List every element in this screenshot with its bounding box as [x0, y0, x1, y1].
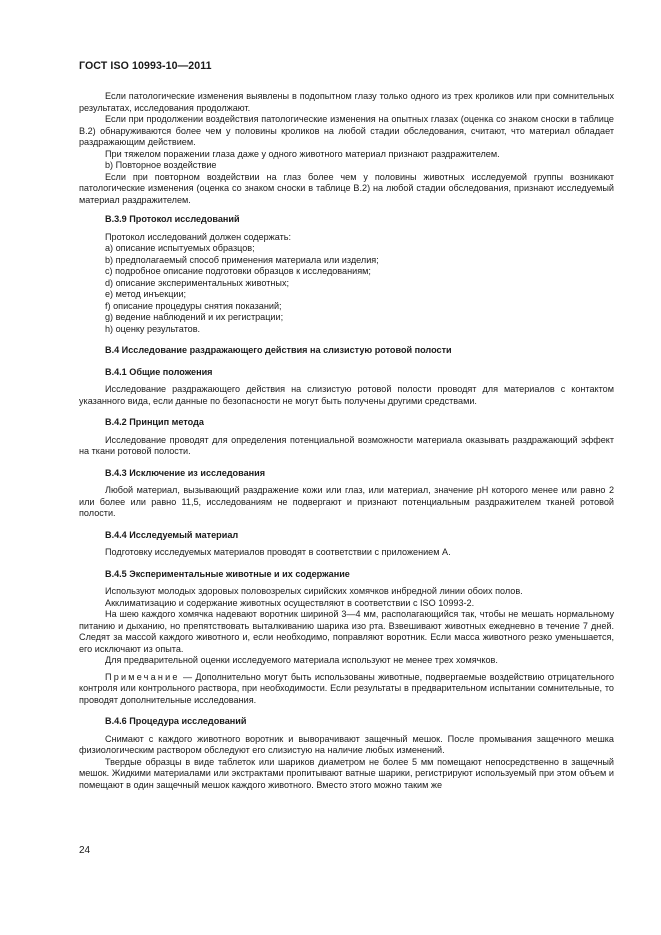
paragraph: Твердые образцы в виде таблеток или шариков диаметром не более 5 мм помещают непосредственно в защечный мешок. Жидкими материалами или экстрактами пропитывают ватные шарики, регистрируют используемый при этом объем и помещают в один защечный мешок каждого животного. Вместо этого можно таким же: [79, 756, 614, 790]
section-heading-b42: В.4.2 Принцип метода: [105, 417, 204, 427]
paragraph: Снимают с каждого животного воротник и выворачивают защечный мешок. После промывания защечного мешка физиологическим раствором обследуют его слизистую на наличие любых изменений.: [79, 733, 614, 755]
paragraph: При тяжелом поражении глаза даже у одного животного материал признают раздражителем.: [105, 148, 500, 159]
paragraph: b) Повторное воздействие: [105, 160, 217, 170]
section-heading-b39: В.3.9 Протокол исследований: [105, 214, 240, 224]
paragraph: Для предварительной оценки исследуемого материала используют не менее трех хомячков.: [105, 655, 498, 665]
paragraph: На шею каждого хомячка надевают воротник шириной 3—4 мм, располагающийся так, чтобы не мешать нормальному питанию и дыханию, но препятствовать выталкиванию шарика изо рта. Взвешивают животных ежедневно в течение 7 дней. Следят за массой каждого животного и, если необходимо, поправляют воротник. Если масса животного резко уменьшается, его исключают из опыта.: [79, 609, 614, 654]
list-item: d) описание экспериментальных животных;: [105, 277, 290, 288]
section-heading-b45: В.4.5 Экспериментальные животные и их содержание: [105, 568, 350, 579]
document-body: [79, 91, 614, 791]
list-item: а) описание испытуемых образцов;: [105, 243, 255, 253]
section-heading-b41: В.4.1 Общие положения: [105, 366, 213, 377]
list-item: c) подробное описание подготовки образцов к исследованиям;: [105, 266, 371, 276]
paragraph: Используют молодых здоровых половозрелых сирийских хомячков инбредной линии обоих полов.: [105, 586, 523, 596]
list-item: f) описание процедуры снятия показаний;: [105, 300, 282, 311]
paragraph: Подготовку исследуемых материалов проводят в соответствии с приложением А.: [105, 547, 451, 557]
paragraph: Протокол исследований должен содержать:: [105, 231, 291, 242]
page-header: ГОСТ ISO 10993-10—2011: [79, 60, 212, 72]
section-heading-b44: В.4.4 Исследуемый материал: [105, 529, 239, 540]
list-item: g) ведение наблюдений и их регистрации;: [105, 312, 284, 322]
section-heading-b43: В.4.3 Исключение из исследования: [105, 467, 266, 478]
list-item: h) оценку результатов.: [105, 323, 201, 334]
list-item: b) предполагаемый способ применения материала или изделия;: [105, 254, 379, 265]
paragraph: Если при повторном воздействии на глаз более чем у половины животных исследуемой группы возникают патологические изменения (оценка со знаком сноски в таблице В.2) на любой стадии обследования, признают исследуемый материал раздражителем.: [79, 171, 614, 205]
paragraph: Если при продолжении воздействия патологические изменения на опытных глазах (оценка со знаком сноски в таблице В.2) обнаруживаются более чем у половины кроликов на любой стадии обследования, считают, что материал обладает раздражающим действием.: [79, 114, 614, 147]
paragraph: Исследование раздражающего действия на слизистую ротовой полости проводят для материалов с контактом указанного вида, если данные по безопасности не могут быть получены другими средствами.: [79, 384, 614, 406]
note: [79, 672, 614, 707]
section-heading-b46: В.4.6 Процедура исследований: [105, 716, 247, 726]
paragraph: Любой материал, вызывающий раздражение кожи или глаз, или материал, значение рН которого менее или равно 2 или более или равно 11,5, исследованиям не подвергают и признают потенциальным раздражителем тканей ротовой полости.: [79, 485, 614, 518]
section-heading-b4: В.4 Исследование раздражающего действия на слизистую ротовой полости: [105, 345, 452, 355]
paragraph: Исследование проводят для определения потенциальной возможности материала оказывать раздражающий эффект на ткани ротовой полости.: [79, 434, 614, 456]
note-label: Примечание: [105, 671, 180, 682]
paragraph: Если патологические изменения выявлены в подопытном глазу только одного из трех кроликов или при сомнительных результатах, исследования продолжают.: [79, 91, 614, 113]
list-item: e) метод инъекции;: [105, 289, 187, 299]
note-text: — Дополнительно могут быть использованы животные, подвергаемые воздействию отрицательного контроля или контрольного раствора, при необходимости. Если результаты в предварительном испытании сомнительные, то проводят дополнительные исследования.: [79, 671, 614, 705]
paragraph: Акклиматизацию и содержание животных осуществляют в соответствии с ISO 10993-2.: [105, 597, 475, 608]
page-number: 24: [79, 845, 91, 856]
